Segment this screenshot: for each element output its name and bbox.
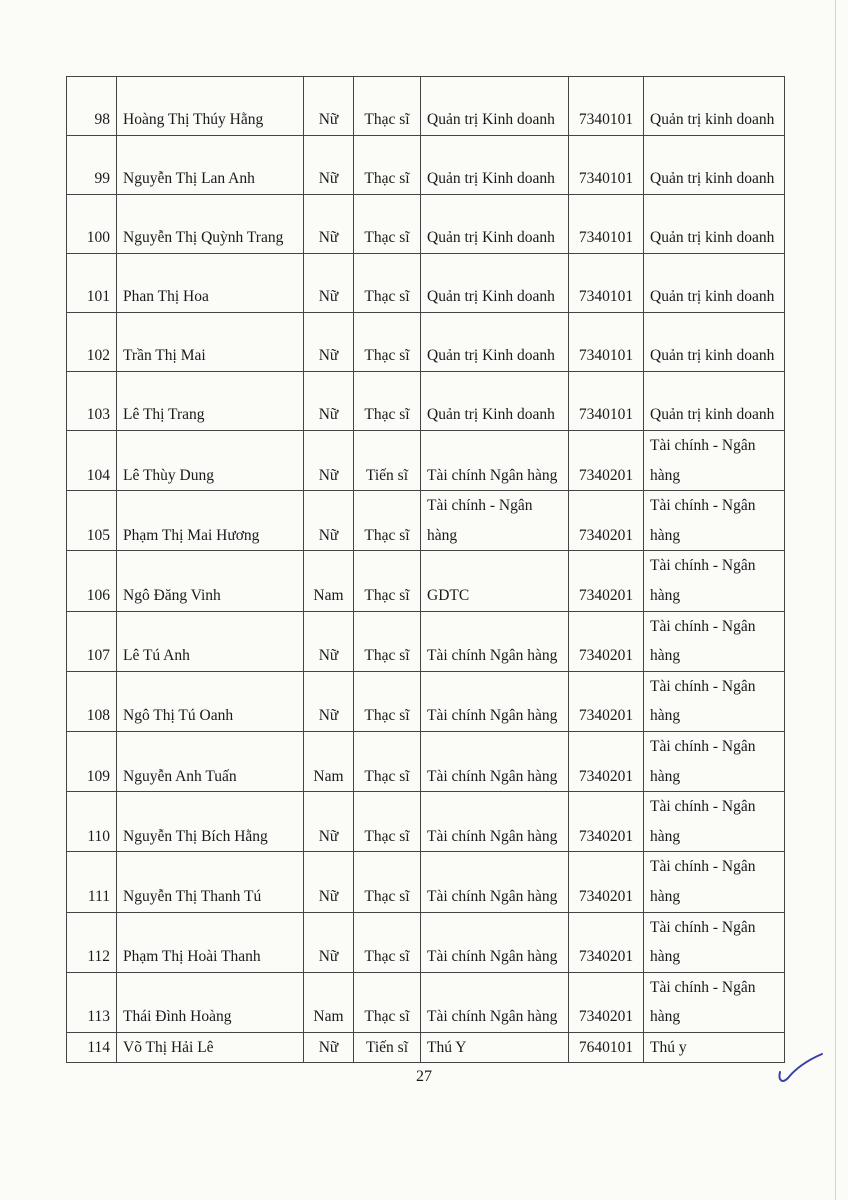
table-row	[67, 671, 785, 731]
gender-cell: Nữ	[304, 611, 354, 671]
field-cell: Quản trị kinh doanh	[644, 313, 785, 372]
row-number-cell: 99	[67, 136, 117, 195]
field-cell: Quản trị kinh doanh	[644, 195, 785, 254]
staff-table-body	[67, 77, 785, 1063]
row-number-cell: 109	[67, 731, 117, 791]
field-cell: Quản trị kinh doanh	[644, 372, 785, 431]
degree-cell: Thạc sĩ	[354, 254, 421, 313]
program-code-cell: 7340201	[569, 972, 644, 1032]
gender-cell: Nữ	[304, 491, 354, 551]
program-code-cell: 7340101	[569, 77, 644, 136]
row-number-cell: 102	[67, 313, 117, 372]
row-number-cell: 104	[67, 431, 117, 491]
major-cell: Quản trị Kinh doanh	[421, 195, 569, 254]
program-code-cell: 7340101	[569, 195, 644, 254]
table-row	[67, 972, 785, 1032]
major-cell: Tài chính Ngân hàng	[421, 852, 569, 912]
full-name-cell: Phan Thị Hoa	[117, 254, 304, 313]
program-code-cell: 7340201	[569, 912, 644, 972]
gender-cell: Nữ	[304, 792, 354, 852]
degree-cell: Thạc sĩ	[354, 372, 421, 431]
major-cell: Tài chính Ngân hàng	[421, 731, 569, 791]
gender-cell: Nữ	[304, 431, 354, 491]
table-row	[67, 431, 785, 491]
table-row	[67, 611, 785, 671]
major-cell: Thú Y	[421, 1032, 569, 1062]
program-code-cell: 7340201	[569, 431, 644, 491]
table-row	[67, 551, 785, 611]
row-number-cell: 100	[67, 195, 117, 254]
table-row	[67, 491, 785, 551]
table-row	[67, 852, 785, 912]
gender-cell: Nữ	[304, 372, 354, 431]
program-code-cell: 7340201	[569, 792, 644, 852]
row-number-cell: 101	[67, 254, 117, 313]
full-name-cell: Phạm Thị Hoài Thanh	[117, 912, 304, 972]
degree-cell: Thạc sĩ	[354, 852, 421, 912]
gender-cell: Nam	[304, 551, 354, 611]
full-name-cell: Lê Thị Trang	[117, 372, 304, 431]
field-cell: Tài chính - Ngân hàng	[644, 551, 785, 611]
gender-cell: Nữ	[304, 1032, 354, 1062]
field-cell: Quản trị kinh doanh	[644, 254, 785, 313]
row-number-cell: 112	[67, 912, 117, 972]
major-cell: Quản trị Kinh doanh	[421, 254, 569, 313]
gender-cell: Nữ	[304, 313, 354, 372]
row-number-cell: 103	[67, 372, 117, 431]
full-name-cell: Thái Đình Hoàng	[117, 972, 304, 1032]
program-code-cell: 7640101	[569, 1032, 644, 1062]
degree-cell: Thạc sĩ	[354, 912, 421, 972]
program-code-cell: 7340201	[569, 611, 644, 671]
major-cell: Quản trị Kinh doanh	[421, 372, 569, 431]
table-row	[67, 313, 785, 372]
table-row	[67, 1032, 785, 1062]
field-cell: Tài chính - Ngân hàng	[644, 671, 785, 731]
row-number-cell: 98	[67, 77, 117, 136]
degree-cell: Thạc sĩ	[354, 313, 421, 372]
degree-cell: Thạc sĩ	[354, 731, 421, 791]
program-code-cell: 7340201	[569, 491, 644, 551]
field-cell: Tài chính - Ngân hàng	[644, 852, 785, 912]
full-name-cell: Nguyễn Thị Quỳnh Trang	[117, 195, 304, 254]
field-cell: Tài chính - Ngân hàng	[644, 912, 785, 972]
major-cell: Tài chính Ngân hàng	[421, 431, 569, 491]
degree-cell: Thạc sĩ	[354, 792, 421, 852]
gender-cell: Nữ	[304, 77, 354, 136]
table-row	[67, 912, 785, 972]
degree-cell: Thạc sĩ	[354, 136, 421, 195]
gender-cell: Nữ	[304, 671, 354, 731]
program-code-cell: 7340201	[569, 671, 644, 731]
row-number-cell: 111	[67, 852, 117, 912]
program-code-cell: 7340101	[569, 136, 644, 195]
degree-cell: Thạc sĩ	[354, 972, 421, 1032]
major-cell: Quản trị Kinh doanh	[421, 313, 569, 372]
program-code-cell: 7340201	[569, 731, 644, 791]
full-name-cell: Nguyễn Thị Lan Anh	[117, 136, 304, 195]
gender-cell: Nam	[304, 972, 354, 1032]
field-cell: Tài chính - Ngân hàng	[644, 611, 785, 671]
field-cell: Tài chính - Ngân hàng	[644, 731, 785, 791]
row-number-cell: 110	[67, 792, 117, 852]
row-number-cell: 114	[67, 1032, 117, 1062]
gender-cell: Nam	[304, 731, 354, 791]
field-cell: Thú y	[644, 1032, 785, 1062]
table-row	[67, 372, 785, 431]
degree-cell: Thạc sĩ	[354, 195, 421, 254]
field-cell: Tài chính - Ngân hàng	[644, 972, 785, 1032]
full-name-cell: Ngô Thị Tú Oanh	[117, 671, 304, 731]
table-row	[67, 77, 785, 136]
full-name-cell: Nguyễn Thị Bích Hằng	[117, 792, 304, 852]
row-number-cell: 113	[67, 972, 117, 1032]
major-cell: Tài chính Ngân hàng	[421, 972, 569, 1032]
program-code-cell: 7340101	[569, 372, 644, 431]
row-number-cell: 107	[67, 611, 117, 671]
full-name-cell: Lê Tú Anh	[117, 611, 304, 671]
degree-cell: Thạc sĩ	[354, 611, 421, 671]
staff-table	[66, 76, 785, 1063]
field-cell: Tài chính - Ngân hàng	[644, 491, 785, 551]
gender-cell: Nữ	[304, 852, 354, 912]
field-cell: Tài chính - Ngân hàng	[644, 431, 785, 491]
degree-cell: Thạc sĩ	[354, 77, 421, 136]
program-code-cell: 7340201	[569, 852, 644, 912]
major-cell: Quản trị Kinh doanh	[421, 136, 569, 195]
full-name-cell: Nguyễn Thị Thanh Tú	[117, 852, 304, 912]
gender-cell: Nữ	[304, 912, 354, 972]
full-name-cell: Lê Thùy Dung	[117, 431, 304, 491]
field-cell: Tài chính - Ngân hàng	[644, 792, 785, 852]
row-number-cell: 106	[67, 551, 117, 611]
full-name-cell: Trần Thị Mai	[117, 313, 304, 372]
gender-cell: Nữ	[304, 254, 354, 313]
row-number-cell: 108	[67, 671, 117, 731]
major-cell: Quản trị Kinh doanh	[421, 77, 569, 136]
major-cell: Tài chính Ngân hàng	[421, 792, 569, 852]
full-name-cell: Võ Thị Hải Lê	[117, 1032, 304, 1062]
table-row	[67, 195, 785, 254]
degree-cell: Thạc sĩ	[354, 491, 421, 551]
program-code-cell: 7340101	[569, 254, 644, 313]
row-number-cell: 105	[67, 491, 117, 551]
table-row	[67, 254, 785, 313]
full-name-cell: Ngô Đăng Vinh	[117, 551, 304, 611]
gender-cell: Nữ	[304, 136, 354, 195]
program-code-cell: 7340101	[569, 313, 644, 372]
table-row	[67, 792, 785, 852]
gender-cell: Nữ	[304, 195, 354, 254]
table-row	[67, 731, 785, 791]
scan-edge-line	[835, 0, 836, 1200]
degree-cell: Tiến sĩ	[354, 1032, 421, 1062]
major-cell: Tài chính - Ngân hàng	[421, 491, 569, 551]
degree-cell: Thạc sĩ	[354, 551, 421, 611]
handwritten-check-mark	[772, 1050, 832, 1090]
field-cell: Quản trị kinh doanh	[644, 77, 785, 136]
program-code-cell: 7340201	[569, 551, 644, 611]
field-cell: Quản trị kinh doanh	[644, 136, 785, 195]
full-name-cell: Phạm Thị Mai Hương	[117, 491, 304, 551]
full-name-cell: Hoàng Thị Thúy Hằng	[117, 77, 304, 136]
table-row	[67, 136, 785, 195]
degree-cell: Thạc sĩ	[354, 671, 421, 731]
page-number: 27	[416, 1068, 432, 1085]
major-cell: Tài chính Ngân hàng	[421, 912, 569, 972]
degree-cell: Tiến sĩ	[354, 431, 421, 491]
major-cell: GDTC	[421, 551, 569, 611]
major-cell: Tài chính Ngân hàng	[421, 611, 569, 671]
major-cell: Tài chính Ngân hàng	[421, 671, 569, 731]
full-name-cell: Nguyễn Anh Tuấn	[117, 731, 304, 791]
